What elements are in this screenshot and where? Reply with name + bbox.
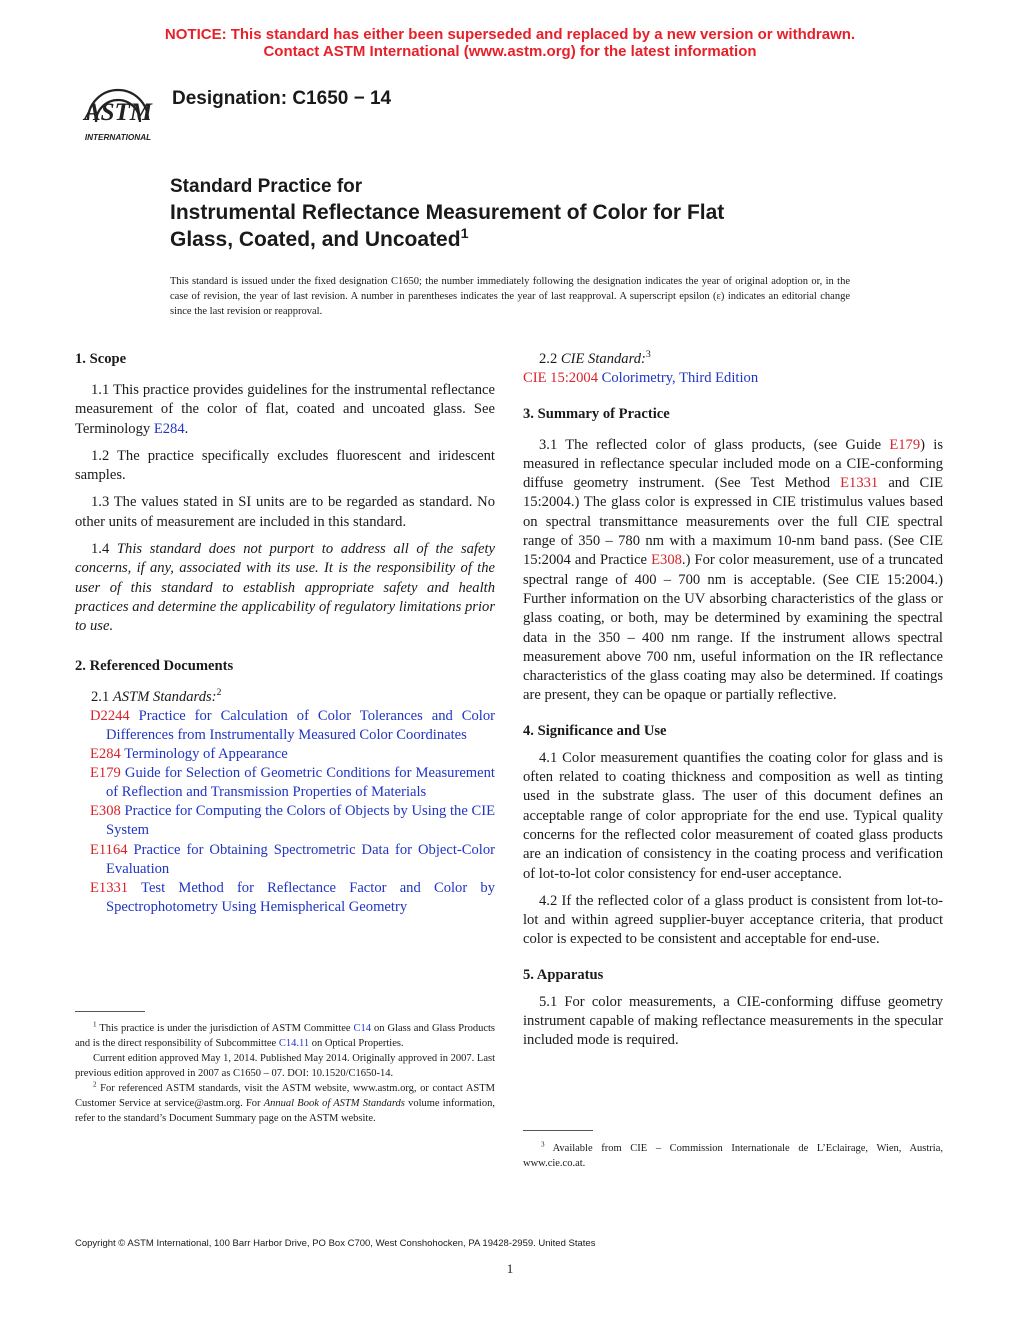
astm-label-num: 2.1: [91, 688, 113, 705]
fn2-b: volume information, refer to the standard’s Document Summary page on the ASTM website.: [75, 1098, 495, 1124]
ref-title[interactable]: Practice for Obtaining Spectrometric Data for Object-Color Evaluation: [106, 841, 495, 877]
p3-1-c: and CIE 15:2004.) The glass color is expressed in CIE tristimulus values based on spectral transmittance measurements over the full CIE spectral range of 350 – 780 nm with a maximum 10-nm band pass. (See CIE 15:2004 and Practice: [523, 475, 943, 569]
ref-title[interactable]: Test Method for Reflectance Factor and Color by Spectrophotometry Using Hemispherical Geometry: [106, 879, 495, 915]
cie-label-text: CIE Standard:: [560, 351, 646, 367]
footnotes-right: [523, 1141, 943, 1171]
footnote-3: [523, 1141, 943, 1171]
reference-item[interactable]: [75, 879, 495, 917]
p1-4-num: 1.4: [91, 541, 117, 558]
ref-title[interactable]: Practice for Computing the Colors of Objects by Using the CIE System: [106, 803, 495, 839]
reference-list: [75, 707, 495, 917]
title-line-1: Standard Practice for: [170, 176, 363, 197]
fn1-c: on Optical Properties.: [309, 1038, 404, 1049]
fn1-mark: 1: [93, 1020, 97, 1029]
section-heading-apparatus: 5. Apparatus: [523, 966, 604, 983]
p1-1-end: .: [184, 420, 189, 437]
paragraph-1-1: [75, 381, 495, 439]
astm-logo: [74, 76, 162, 146]
astm-label-text: ASTM Standards:: [112, 688, 217, 705]
ref-code[interactable]: E1331: [90, 879, 129, 896]
footnote-2: [75, 1081, 495, 1126]
ref-title-cie[interactable]: Colorimetry, Third Edition: [598, 370, 759, 387]
document-title: [170, 175, 870, 253]
copyright: Copyright © ASTM International, 100 Barr Harbor Drive, PO Box C700, West Conshohocken, PA 19428-2959. United States: [75, 1238, 596, 1249]
paragraph-4-2: 4.2 If the reflected color of a glass product is consistent from lot-to-lot and within agreed supplier-buyer acceptance criteria, that product color is expected to be consistent and acceptable for end-use.: [523, 892, 943, 948]
fn3-mark: 3: [541, 1140, 545, 1149]
designation: Designation: C1650 − 14: [172, 88, 392, 109]
ref-code[interactable]: E284: [90, 746, 121, 763]
ref-code-cie[interactable]: CIE 15:2004: [523, 370, 598, 387]
astm-standards-label: [75, 688, 495, 707]
link-e308[interactable]: E308: [651, 552, 682, 569]
ref-code[interactable]: E179: [90, 765, 121, 782]
notice-line-2: Contact ASTM International (www.astm.org) for the latest information: [263, 43, 757, 60]
ref-title[interactable]: Guide for Selection of Geometric Conditions for Measurement of Reflection and Transmission Properties of Materials: [106, 765, 495, 801]
link-e179[interactable]: E179: [889, 436, 921, 453]
p1-4-text: This standard does not purport to address all of the safety concerns, if any, associated with its use. It is the responsibility of the user of this standard to establish appropriate safety and health practices and determine the applicability of regulatory limitations prior to use.: [75, 541, 495, 635]
paragraph-1-4: [75, 540, 495, 636]
reference-item[interactable]: [75, 707, 495, 745]
ref-code[interactable]: E308: [90, 803, 121, 820]
ref-title[interactable]: Terminology of Appearance: [120, 746, 288, 763]
cie-footnote-mark: 3: [645, 349, 651, 361]
title-line-3: [170, 226, 870, 253]
footnote-rule-left: [75, 1011, 145, 1012]
p3-1-d: .) For color measurement, use of a truncated spectral range of 400 – 700 nm is acceptable. (See CIE 15:2004.) Further information on the UV absorbing characteristics of the glass or glass coating, or both, may be determined by examining the spectral data in the 350 – 400 nm range. If the instrument allows spectral measurement above 700 nm, useful information on the IR reflectance characteristics of the glass coating may also be determined. If coatings are present, they can be opaque or partially reflective.: [523, 552, 943, 704]
footnote-rule-right: [523, 1130, 593, 1131]
title-footnote-mark: 1: [460, 226, 469, 242]
title-line-3-text: Glass, Coated, and Uncoated: [170, 228, 461, 251]
p3-1-a: 3.1 The reflected color of glass products, (see Guide: [539, 436, 890, 453]
link-c14-11[interactable]: C14.11: [278, 1038, 310, 1049]
fn2-a: For referenced ASTM standards, visit the ASTM website, www.astm.org, or contact ASTM Customer Service at service@astm.org. For: [75, 1083, 495, 1109]
reference-item[interactable]: [75, 764, 495, 802]
footnotes-left: [75, 1021, 495, 1126]
reference-item[interactable]: [75, 802, 495, 840]
paragraph-1-3: 1.3 The values stated in SI units are to be regarded as standard. No other units of measurement are included in this standard.: [75, 494, 495, 530]
link-e1331[interactable]: E1331: [840, 475, 879, 492]
reference-item[interactable]: [75, 745, 495, 764]
fn1-b: on Glass and Glass Products and is the direct responsibility of Subcommittee: [75, 1023, 495, 1049]
paragraph-5-1: 5.1 For color measurements, a CIE-conforming diffuse geometry instrument capable of making reflectance measurements in the specular included mode is required.: [523, 993, 943, 1049]
ref-code[interactable]: E1164: [90, 841, 128, 858]
section-heading-scope: 1. Scope: [75, 351, 127, 367]
left-column: [75, 350, 495, 917]
link-e284[interactable]: E284: [153, 420, 185, 437]
page-number: 1: [506, 1261, 514, 1276]
title-line-2: Instrumental Reflectance Measurement of Color for Flat: [170, 201, 725, 224]
section-heading-referenced: 2. Referenced Documents: [75, 657, 234, 674]
footnote-1-edition: Current edition approved May 1, 2014. Published May 2014. Originally approved in 2007. Last previous edition approved in 2007 as C1650 – 07. DOI: 10.1520/C1650-14.: [75, 1053, 495, 1079]
paragraph-1-2: 1.2 The practice specifically excludes fluorescent and iridescent samples.: [75, 447, 495, 484]
cie-standard-label: [523, 350, 943, 369]
section-heading-summary: 3. Summary of Practice: [523, 405, 670, 422]
issue-note: This standard is issued under the fixed designation C1650; the number immediately following the designation indicates the year of original adoption or, in the case of revision, the year of last revision. A number in parentheses indicates the year of last reapproval. A superscript epsilon (ε) indicates an editorial change since the last revision or reapproval.: [170, 276, 850, 317]
right-column: [523, 350, 943, 1051]
reference-item-cie[interactable]: [523, 369, 943, 388]
notice-line-1: NOTICE: This standard has either been superseded and replaced by a new version or withdrawn.: [164, 26, 856, 43]
paragraph-4-1: 4.1 Color measurement quantifies the coating color for glass and is often related to coating thickness and composition as well as tinting used in the substrate glass. The user of this document defines an acceptable range of color appropriate for the end use. Typical quality concerns for the reflected color measurement of coated glass products are an indication of consistency in the coating process and verification of lot-to-lot color consistency for end-user acceptance.: [523, 749, 943, 882]
link-c14[interactable]: C14: [353, 1023, 372, 1034]
section-heading-significance: 4. Significance and Use: [523, 722, 667, 739]
p1-1-text: 1.1 This practice provides guidelines for the instrumental reflectance measurement of the color of flat, coated and uncoated glass. See Terminology: [75, 382, 495, 437]
cie-label-num: 2.2: [539, 351, 561, 367]
ref-title[interactable]: Practice for Calculation of Color Tolerances and Color Differences from Instrumentally Measured Color Coordinates: [106, 707, 495, 743]
logo-subtext: INTERNATIONAL: [84, 133, 152, 142]
withdrawal-notice: [0, 26, 1020, 60]
fn2-mark: 2: [93, 1080, 97, 1089]
ref-code[interactable]: D2244: [90, 707, 130, 724]
reference-item[interactable]: [75, 841, 495, 879]
footnote-1: [75, 1021, 495, 1051]
logo-text: ASTM: [83, 99, 153, 126]
fn1-a: This practice is under the jurisdiction of ASTM Committee: [96, 1023, 354, 1034]
astm-footnote-mark: 2: [216, 686, 222, 698]
p3-1-b: ) is measured in reflectance specular included mode on a CIE-conforming diffuse geometry instrument. (See Test Method: [523, 436, 943, 492]
paragraph-3-1: [523, 436, 943, 706]
fn2-italic: Annual Book of ASTM Standards: [263, 1098, 405, 1109]
fn3-text: Available from CIE – Commission Internationale de L’Eclairage, Wien, Austria, www.cie.co.at.: [523, 1143, 943, 1169]
